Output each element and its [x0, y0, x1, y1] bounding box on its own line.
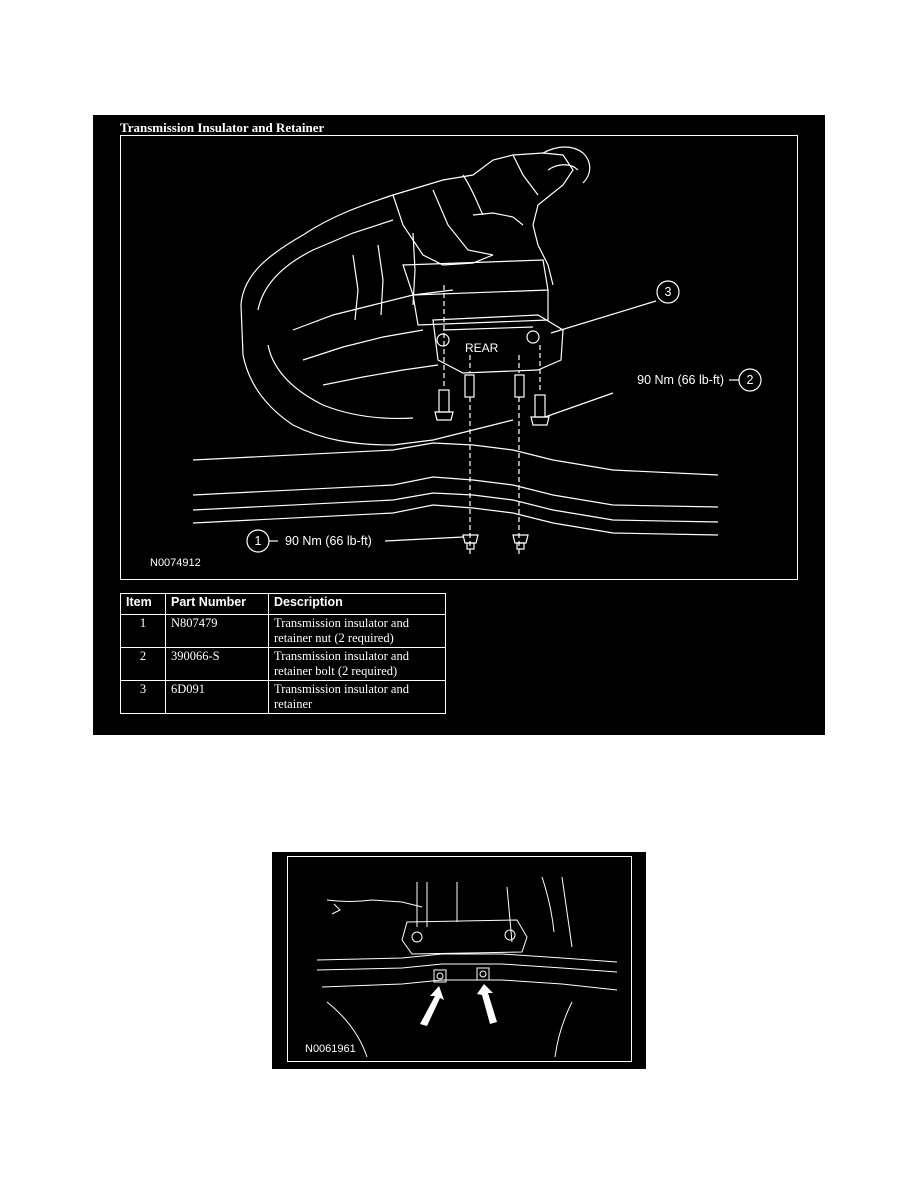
callout-2-number: 2 [746, 373, 754, 387]
arrow-icon [477, 984, 497, 1024]
nut-location-illustration [272, 852, 646, 1069]
table-row [121, 615, 446, 648]
column-header-item: Item [121, 594, 166, 615]
description-line: Transmission insulator and [274, 682, 409, 696]
table-row [121, 648, 446, 681]
figure-title: Transmission Insulator and Retainer [120, 120, 325, 135]
image-code: N0074912 [150, 557, 201, 569]
transmission-insulator-figure [93, 115, 825, 735]
part-number-cell: 6D091 [166, 681, 269, 714]
description-line: retainer nut (2 required) [274, 631, 394, 645]
description-line: Transmission insulator and [274, 616, 409, 630]
part-number-cell: N807479 [166, 615, 269, 648]
description-cell [269, 615, 446, 648]
transmission-illustration [93, 115, 825, 585]
table-row [121, 681, 446, 714]
part-number-cell: 390066-S [166, 648, 269, 681]
description-line: retainer [274, 697, 313, 711]
item-cell: 3 [121, 681, 166, 714]
callout-1-torque: 90 Nm (66 lb-ft) [285, 534, 372, 548]
description-cell [269, 648, 446, 681]
callout-2-torque: 90 Nm (66 lb-ft) [637, 373, 724, 387]
item-cell: 2 [121, 648, 166, 681]
callout-1-number: 1 [254, 534, 262, 548]
description-line: Transmission insulator and [274, 649, 409, 663]
column-header-description: Description [269, 594, 446, 615]
rear-label: REAR [465, 341, 499, 355]
column-header-part-number: Part Number [166, 594, 269, 615]
callout-3-number: 3 [664, 285, 672, 299]
image-code: N0061961 [305, 1043, 356, 1055]
description-line: retainer bolt (2 required) [274, 664, 398, 678]
parts-table [120, 593, 446, 714]
table-header-row [121, 594, 446, 615]
arrow-icon [420, 986, 444, 1026]
item-cell: 1 [121, 615, 166, 648]
nut-location-figure [272, 852, 646, 1069]
description-cell [269, 681, 446, 714]
